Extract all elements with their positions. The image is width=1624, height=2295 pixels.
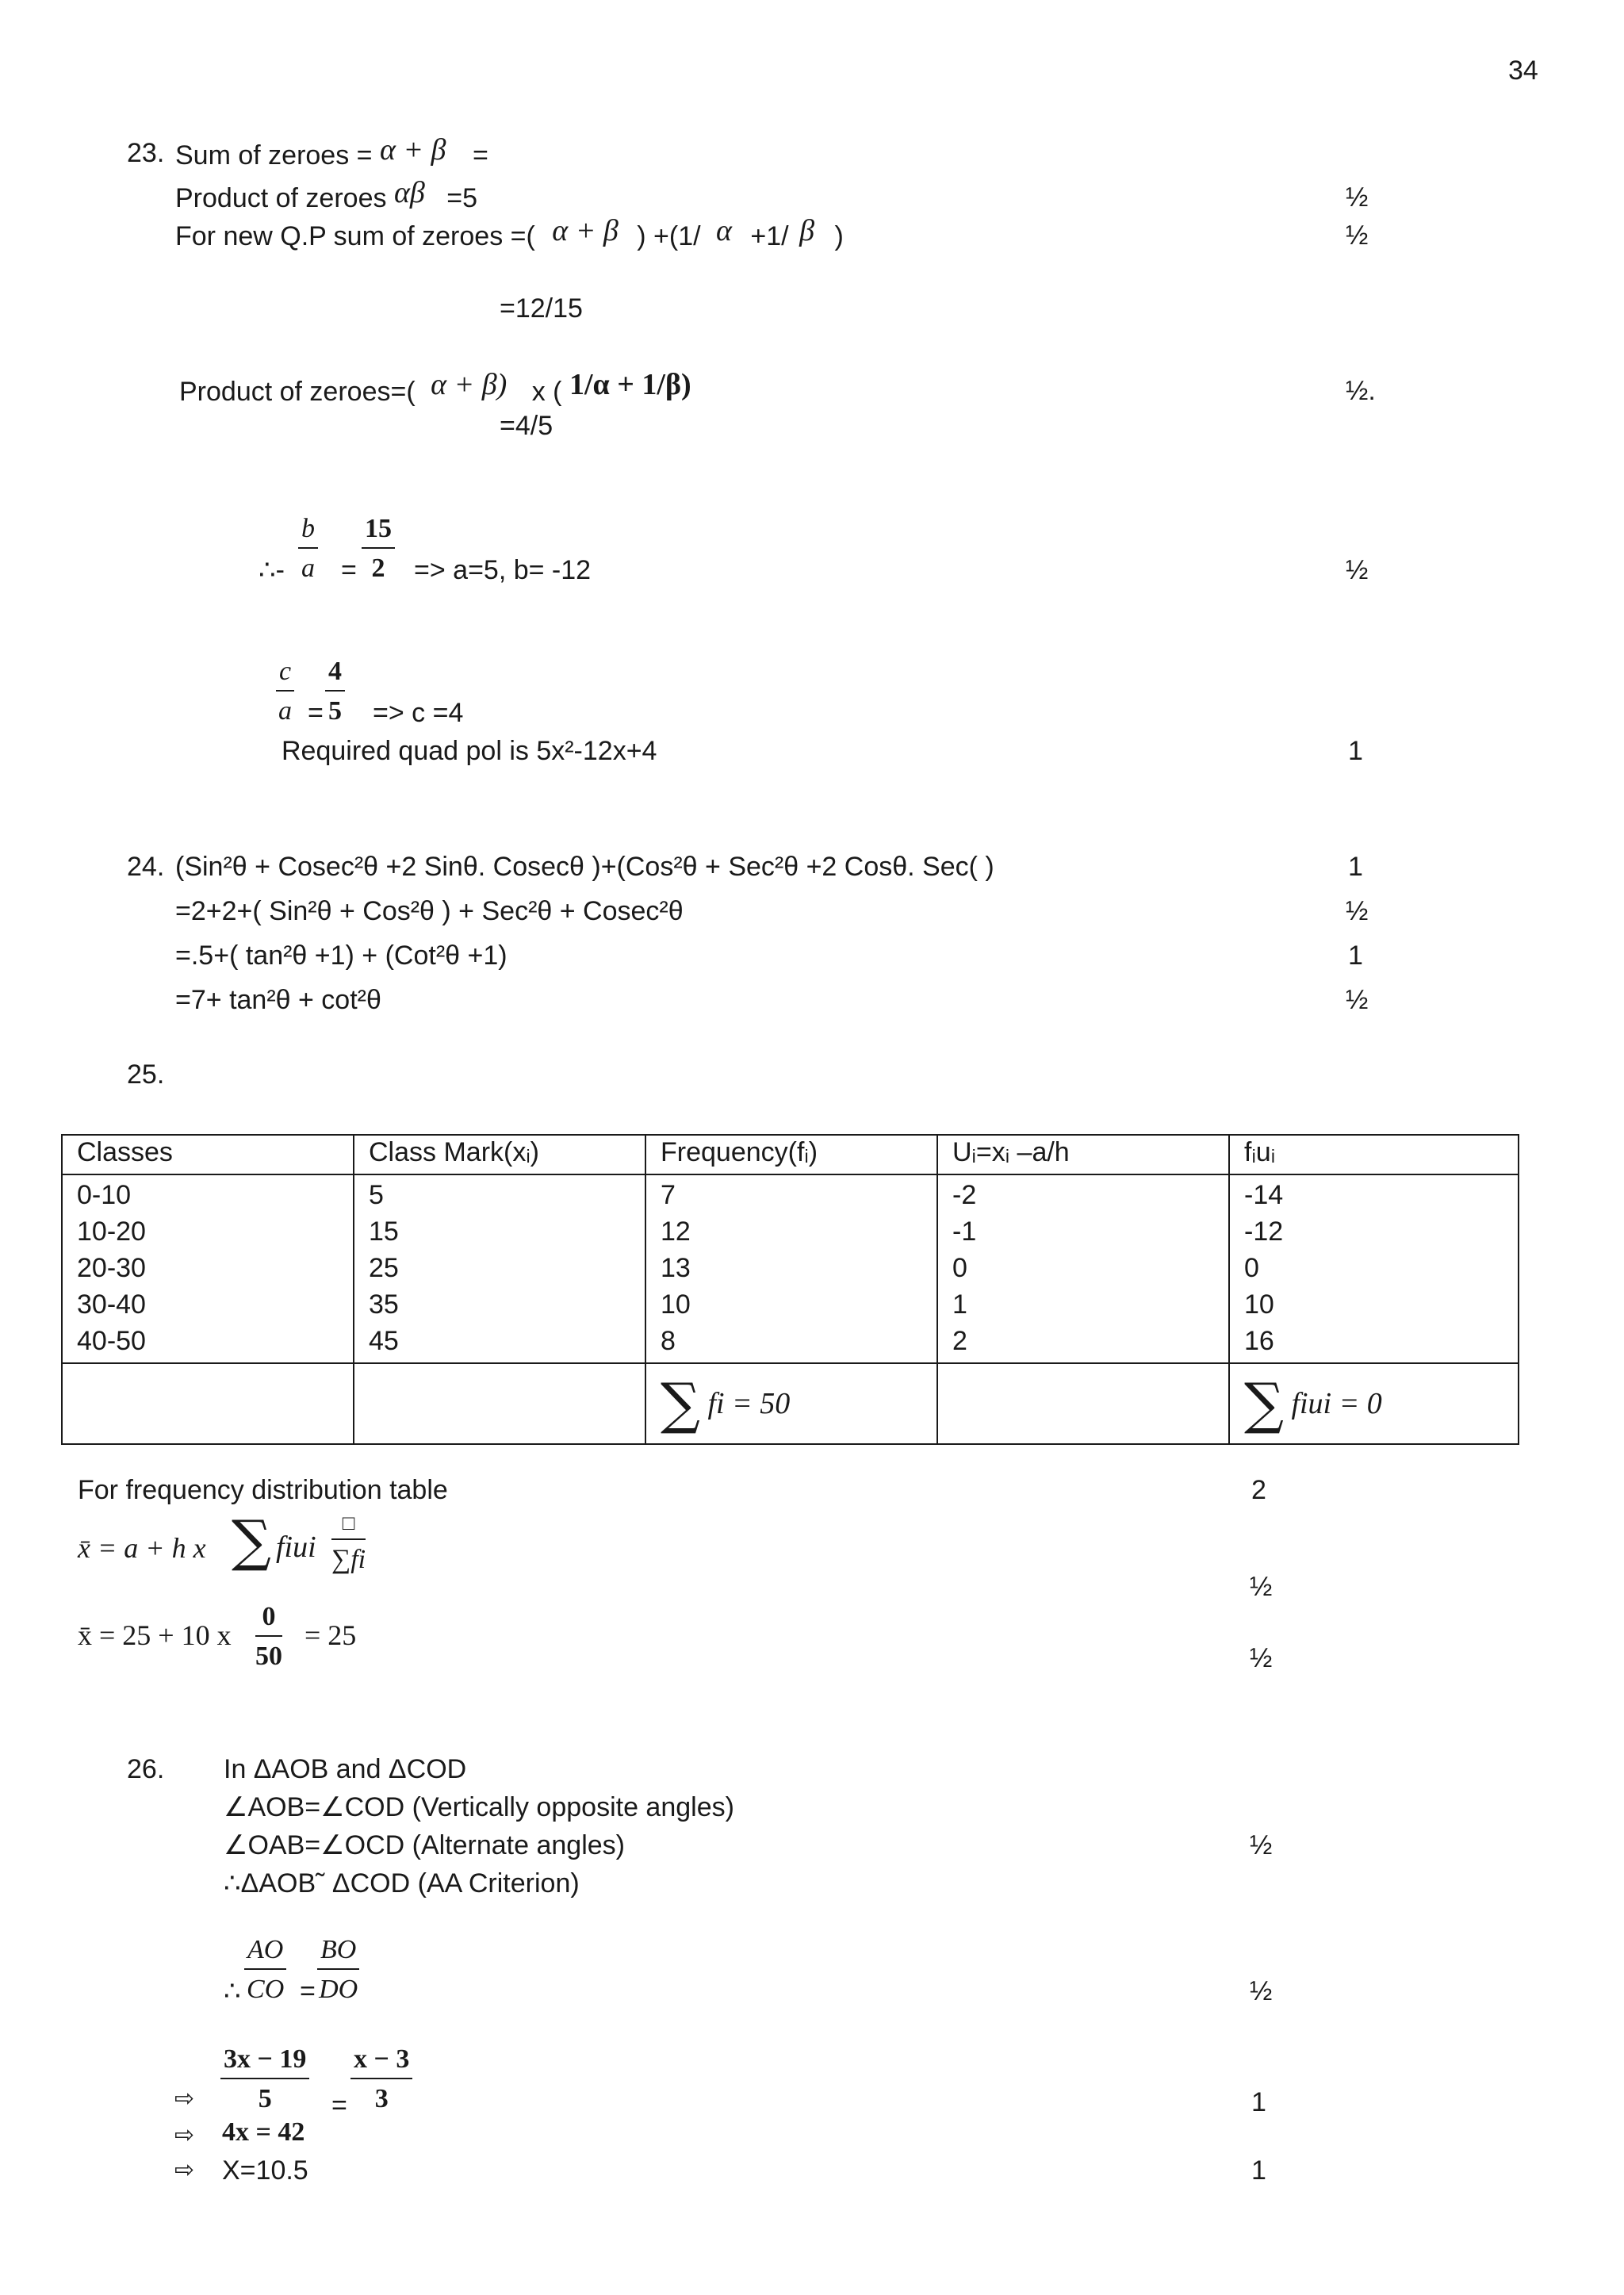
- header-classes: Classes: [62, 1135, 354, 1174]
- q26-ratio2-den: DO: [319, 1975, 358, 2004]
- table-cell: 7: [661, 1180, 676, 1210]
- q24-number: 24.: [127, 852, 165, 882]
- q23-line2-mark: ½: [1346, 182, 1369, 213]
- table-cell: 25: [369, 1253, 399, 1283]
- column-fiui: [1229, 1174, 1519, 1363]
- sum-empty-2: [354, 1363, 645, 1444]
- q23-frac-c: c: [276, 657, 294, 692]
- table-cell: 12: [661, 1216, 691, 1247]
- table-cell: -14: [1244, 1180, 1284, 1210]
- q24-line1: (Sin²θ + Cosec²θ +2 Sinθ. Cosecθ )+(Cos²θ + Sec²θ +2 Cosθ. Sec( ): [175, 852, 994, 882]
- q23-frac-5: 5: [328, 696, 342, 726]
- q26-eq-frac1: [220, 2044, 309, 2114]
- sum-fi-cell: [645, 1363, 937, 1444]
- q26-eq-mark: 1: [1251, 2087, 1266, 2117]
- q26-eq3: 4x = 42: [222, 2117, 305, 2147]
- q26-eq4: X=10.5: [222, 2155, 308, 2186]
- q24-line3: =.5+( tan²θ +1) + (Cot²θ +1): [175, 941, 508, 971]
- column-class-mark: [354, 1174, 645, 1363]
- sum-fiui: fiui = 0: [1291, 1387, 1382, 1420]
- q26-ratio1: [244, 1935, 286, 2005]
- q23-frac-4-over-5: [325, 657, 345, 726]
- table-cell: 40-50: [77, 1326, 146, 1356]
- q23-line5-text-b: x (: [531, 377, 562, 407]
- q26-line3: ∠OAB=∠OCD (Alternate angles): [224, 1830, 625, 1860]
- q23-final: Required quad pol is 5x²-12x+4: [282, 736, 657, 766]
- q26-eq1-den: 5: [258, 2084, 272, 2113]
- sigma-icon: ∑: [1244, 1371, 1284, 1436]
- table-cell: 16: [1244, 1326, 1274, 1356]
- table-cell: 10-20: [77, 1216, 146, 1247]
- q23-line3-expr3: β: [799, 214, 815, 247]
- q25-formula1-mark: ½: [1250, 1572, 1273, 1602]
- sum-empty-1: [62, 1363, 354, 1444]
- q26-ratio2: [317, 1935, 359, 2005]
- q23-frac-4: 4: [325, 657, 345, 692]
- q26-ratio1-den: CO: [247, 1975, 285, 2004]
- q23-line2-expr: αβ: [393, 176, 425, 209]
- frequency-table: [61, 1134, 1519, 1445]
- q23-line5: [179, 368, 691, 407]
- q23-line5-expr2: 1/α + 1/β): [569, 368, 691, 401]
- table-cell: 45: [369, 1326, 399, 1356]
- q26-line2: ∠AOB=∠COD (Vertically opposite angles): [224, 1792, 734, 1822]
- q26-eq1-num: 3x − 19: [220, 2044, 309, 2079]
- q23-line3-expr2: α: [716, 214, 732, 247]
- q26-ratio-eq: =: [300, 1976, 316, 2006]
- q26-eq4-mark: 1: [1251, 2155, 1266, 2186]
- column-frequency: [645, 1174, 937, 1363]
- q25-formula1-den: ∑fi: [331, 1545, 366, 1574]
- table-cell: 13: [661, 1253, 691, 1283]
- q23-number: 23.: [127, 138, 165, 168]
- sigma-icon: ∑: [232, 1508, 271, 1573]
- table-cell: -2: [952, 1180, 977, 1210]
- q25-formula2-den: 50: [255, 1642, 282, 1671]
- sum-fiui-cell: [1229, 1363, 1519, 1444]
- right-arrow-icon: ⇨: [174, 2085, 195, 2113]
- q23-line5-expr1: α + β): [431, 368, 508, 401]
- q23-line3-text-b: ) +(1/: [637, 221, 701, 251]
- q25-formula2-num: 0: [255, 1602, 282, 1637]
- q23-line3-expr1: α + β: [552, 214, 619, 247]
- q24-line4: =7+ tan²θ + cot²θ: [175, 985, 381, 1015]
- q23-frac-eq1: =: [341, 555, 357, 585]
- q23-frac1-mark: ½: [1346, 555, 1369, 585]
- q23-frac-b: b: [298, 514, 318, 549]
- q23-frac-15-over-2: [362, 514, 395, 584]
- header-class-mark: Class Mark(xᵢ): [354, 1135, 645, 1174]
- table-cell: 1: [952, 1289, 967, 1320]
- q23-frac-a: a: [301, 554, 315, 583]
- q24-line2: =2+2+( Sin²θ + Cos²θ ) + Sec²θ + Cosec²θ: [175, 896, 684, 926]
- q24-line4-mark: ½: [1346, 985, 1369, 1015]
- q23-frac-a2: a: [278, 696, 293, 726]
- q23-final-mark: 1: [1348, 736, 1363, 766]
- q23-frac-2: 2: [371, 554, 385, 583]
- q25-formula1-lhs: x̄ = a + h x: [78, 1532, 206, 1564]
- q23-line3-mark: ½: [1346, 220, 1369, 251]
- table-cell: -1: [952, 1216, 977, 1247]
- q26-eq-frac2: [350, 2044, 412, 2114]
- q23-therefore-minus: ∴-: [259, 555, 285, 585]
- q25-formula1-frac: [331, 1511, 366, 1575]
- q23-line3: [175, 214, 844, 251]
- q24-line1-mark: 1: [1348, 852, 1363, 882]
- q23-line2: [175, 176, 478, 213]
- q25-formula2-rhs: = 25: [304, 1619, 357, 1651]
- q26-line4: ∴ΔAOB˜ ΔCOD (AA Criterion): [224, 1868, 580, 1898]
- q25-formula2-lhs: x̄ = 25 + 10 x: [78, 1619, 232, 1651]
- q23-line1-expr: α + β: [379, 133, 446, 167]
- table-cell: 8: [661, 1326, 676, 1356]
- q26-eq2-num: x − 3: [350, 2044, 412, 2079]
- q26-number: 26.: [127, 1754, 165, 1784]
- header-fiui: fᵢuᵢ: [1229, 1135, 1519, 1174]
- right-arrow-icon: ⇨: [174, 2121, 195, 2149]
- table-cell: 10: [661, 1289, 691, 1320]
- table-cell: 0: [952, 1253, 967, 1283]
- table-data-row: [62, 1174, 1519, 1363]
- table-cell: 15: [369, 1216, 399, 1247]
- column-ui: [937, 1174, 1229, 1363]
- q23-line1: [175, 133, 488, 170]
- q23-frac3-result: => c =4: [373, 698, 464, 728]
- table-cell: 0-10: [77, 1180, 132, 1210]
- q23-frac-15: 15: [362, 514, 395, 549]
- q23-line2-text: Product of zeroes: [175, 183, 387, 213]
- header-ui: Uᵢ=xᵢ –a/h: [937, 1135, 1229, 1174]
- sum-fi: fi = 50: [707, 1387, 791, 1420]
- q23-line5-mark: ½.: [1346, 376, 1376, 406]
- q23-frac-eq2: =: [308, 698, 324, 728]
- q23-line3-text-d: ): [834, 221, 844, 251]
- table-cell: -12: [1244, 1216, 1284, 1247]
- q25-number: 25.: [127, 1059, 165, 1090]
- table-cell: 10: [1244, 1289, 1274, 1320]
- q25-formula1-sum: fiui: [276, 1531, 316, 1564]
- q23-line2-value: =5: [446, 183, 478, 213]
- q26-ratio-mark: ½: [1250, 1976, 1273, 2006]
- q25-formula2-mark: ½: [1250, 1643, 1273, 1673]
- q23-line1-text: Sum of zeroes =: [175, 140, 373, 170]
- q23-line6: =4/5: [500, 411, 553, 441]
- q25-formula1-box: □: [331, 1511, 366, 1540]
- table-sum-row: [62, 1363, 1519, 1444]
- right-arrow-icon: ⇨: [174, 2156, 195, 2184]
- q23-line3-text-a: For new Q.P sum of zeroes =(: [175, 221, 535, 251]
- column-classes: [62, 1174, 354, 1363]
- q25-table-note: For frequency distribution table: [78, 1475, 448, 1505]
- table-cell: 0: [1244, 1253, 1259, 1283]
- q24-line3-mark: 1: [1348, 941, 1363, 971]
- q23-frac1-result: => a=5, b= -12: [414, 555, 592, 585]
- q25-formula2-frac: [255, 1602, 282, 1672]
- table-cell: 20-30: [77, 1253, 146, 1283]
- table-cell: 2: [952, 1326, 967, 1356]
- q25-table-mark: 2: [1251, 1475, 1266, 1505]
- q23-line3-text-c: +1/: [750, 221, 789, 251]
- sigma-icon: ∑: [661, 1371, 700, 1436]
- table-header-row: [62, 1135, 1519, 1174]
- table-cell: 5: [369, 1180, 384, 1210]
- header-frequency: Frequency(fᵢ): [645, 1135, 937, 1174]
- table-cell: 35: [369, 1289, 399, 1320]
- q23-frac-c-over-a: [276, 657, 294, 726]
- q26-ratio-therefore: ∴: [224, 1976, 241, 2006]
- q23-line1-eq: =: [472, 140, 488, 170]
- q26-ratio1-num: AO: [244, 1935, 286, 1970]
- q23-line5-text-a: Product of zeroes=(: [179, 377, 416, 407]
- q26-ratio2-num: BO: [317, 1935, 359, 1970]
- sum-empty-3: [937, 1363, 1229, 1444]
- q23-line4: =12/15: [500, 293, 583, 324]
- q24-line2-mark: ½: [1346, 896, 1369, 926]
- q26-eq-sign: =: [331, 2090, 347, 2121]
- q26-eq2-den: 3: [374, 2084, 389, 2113]
- q23-frac-b-over-a: [298, 514, 318, 584]
- q26-line1: In ΔAOB and ΔCOD: [224, 1754, 467, 1784]
- page-number: 34: [1508, 56, 1538, 86]
- q26-line3-mark: ½: [1250, 1830, 1273, 1860]
- table-cell: 30-40: [77, 1289, 146, 1320]
